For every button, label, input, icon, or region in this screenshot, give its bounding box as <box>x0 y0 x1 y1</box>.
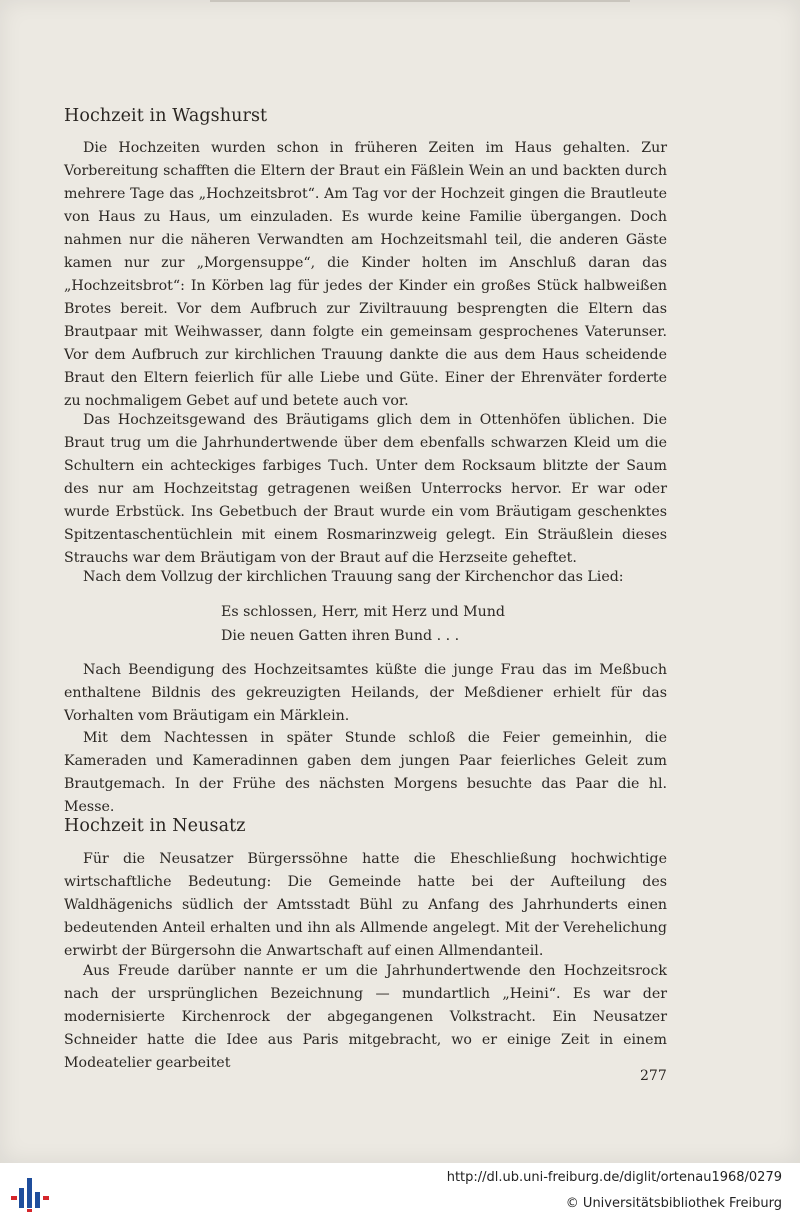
paragraph: Nach dem Vollzug der kirchlichen Trauung sang der Kirchenchor das Lied: <box>83 569 624 585</box>
paragraph: Aus Freude darüber nannte er um die Jahrhundertwende den Hochzeitsrock nach der ursprünglichen Bezeichnung — mundartlich „Heini“. Es war der modernisierte Kirchenrock der abgegangenen Volkstracht. Ein Neusatzer Schneider hatte die Idee aus Paris mitgebracht, wo er einige Zeit in einem Modeatelier gearbeitet <box>64 963 667 1071</box>
copyright-notice: © Universitätsbibliothek Freiburg <box>565 1196 782 1211</box>
verse-line: Es schlossen, Herr, mit Herz und Mund <box>221 604 505 620</box>
paragraph: Für die Neusatzer Bürgerssöhne hatte die Eheschließung hochwichtige wirtschaftliche Bedeutung: Die Gemeinde hatte bei der Aufteilung des Waldhägenichs südlich der Amtsstadt Bühl zu Anfang des Jahrhunderts einen bedeutenden Anteil erhalten und ihn als Allmende angelegt. Mit der Verehelichung erwirbt der Bürgersohn die Anwartschaft auf einen Allmendanteil. <box>64 851 667 959</box>
section-title-wagshurst: Hochzeit in Wagshurst <box>64 106 268 126</box>
verse-line: Die neuen Gatten ihren Bund . . . <box>221 628 460 644</box>
paragraph: Mit dem Nachtessen in später Stunde schloß die Feier gemeinhin, die Kameraden und Kameradinnen gaben dem jungen Paar feierliches Geleit zum Brautgemach. In der Frühe des nächsten Morgens besuchte das Paar die hl. Messe. <box>64 730 667 815</box>
paragraph: Nach Beendigung des Hochzeitsamtes küßte die junge Frau das im Meßbuch enthaltene Bildnis des gekreuzigten Heilands, der Meßdiener erhielt für das Vorhalten vom Bräutigam ein Märklein. <box>64 662 667 724</box>
paragraph: Die Hochzeiten wurden schon in früheren Zeiten im Haus gehalten. Zur Vorbereitung schafften die Eltern der Braut ein Fäßlein Wein an und backten durch mehrere Tage das „Hochzeitsbrot“. Am Tag vor der Hochzeit gingen die Brautleute von Haus zu Haus, um einzuladen. Es wurde keine Familie übergangen. Doch nahmen nur die näheren Verwandten am Hochzeitsmahl teil, die anderen Gäste kamen nur zur „Morgensuppe“, die Kinder holten im Anschluß daran das „Hochzeitsbrot“: In Körben lag für jedes der Kinder ein großes Stück halbweißen Brotes bereit. Vor dem Aufbruch zur Ziviltrauung besprengten die Eltern das Brautpaar mit Weihwasser, dann folgte ein gemeinsam gesprochenes Vaterunser. Vor dem Aufbruch zur kirchlichen Trauung dankte die aus dem Haus scheidende Braut den Eltern feierlich für alle Liebe und Güte. Einer der Ehrenväter forderte zu nochmaligem Gebet auf und betete auch vor. <box>64 140 667 409</box>
song-verse <box>221 600 505 648</box>
page-edge-mark <box>210 0 630 2</box>
paragraph: Das Hochzeitsgewand des Bräutigams glich dem in Ottenhöfen üblichen. Die Braut trug um die Jahrhundertwende über dem ebenfalls schwarzen Kleid um die Schultern ein achteckiges farbiges Tuch. Unter dem Rocksaum blitzte der Saum des nur am Hochzeitstag getragenen weißen Unterrocks hervor. Er war oder wurde Erbstück. Ins Gebetbuch der Braut wurde ein vom Bräutigam geschenktes Spitzentaschentüchlein mit einem Rosmarinzweig gelegt. Ein Sträußlein dieses Strauchs war dem Bräutigam von der Braut auf die Herzseite geheftet. <box>64 412 667 566</box>
permalink-url[interactable]: http://dl.ub.uni-freiburg.de/diglit/ortenau1968/0279 <box>446 1170 782 1185</box>
ub-freiburg-logo-icon[interactable] <box>10 1174 52 1212</box>
page-number: 277 <box>640 1068 667 1084</box>
section-title-neusatz: Hochzeit in Neusatz <box>64 816 246 836</box>
